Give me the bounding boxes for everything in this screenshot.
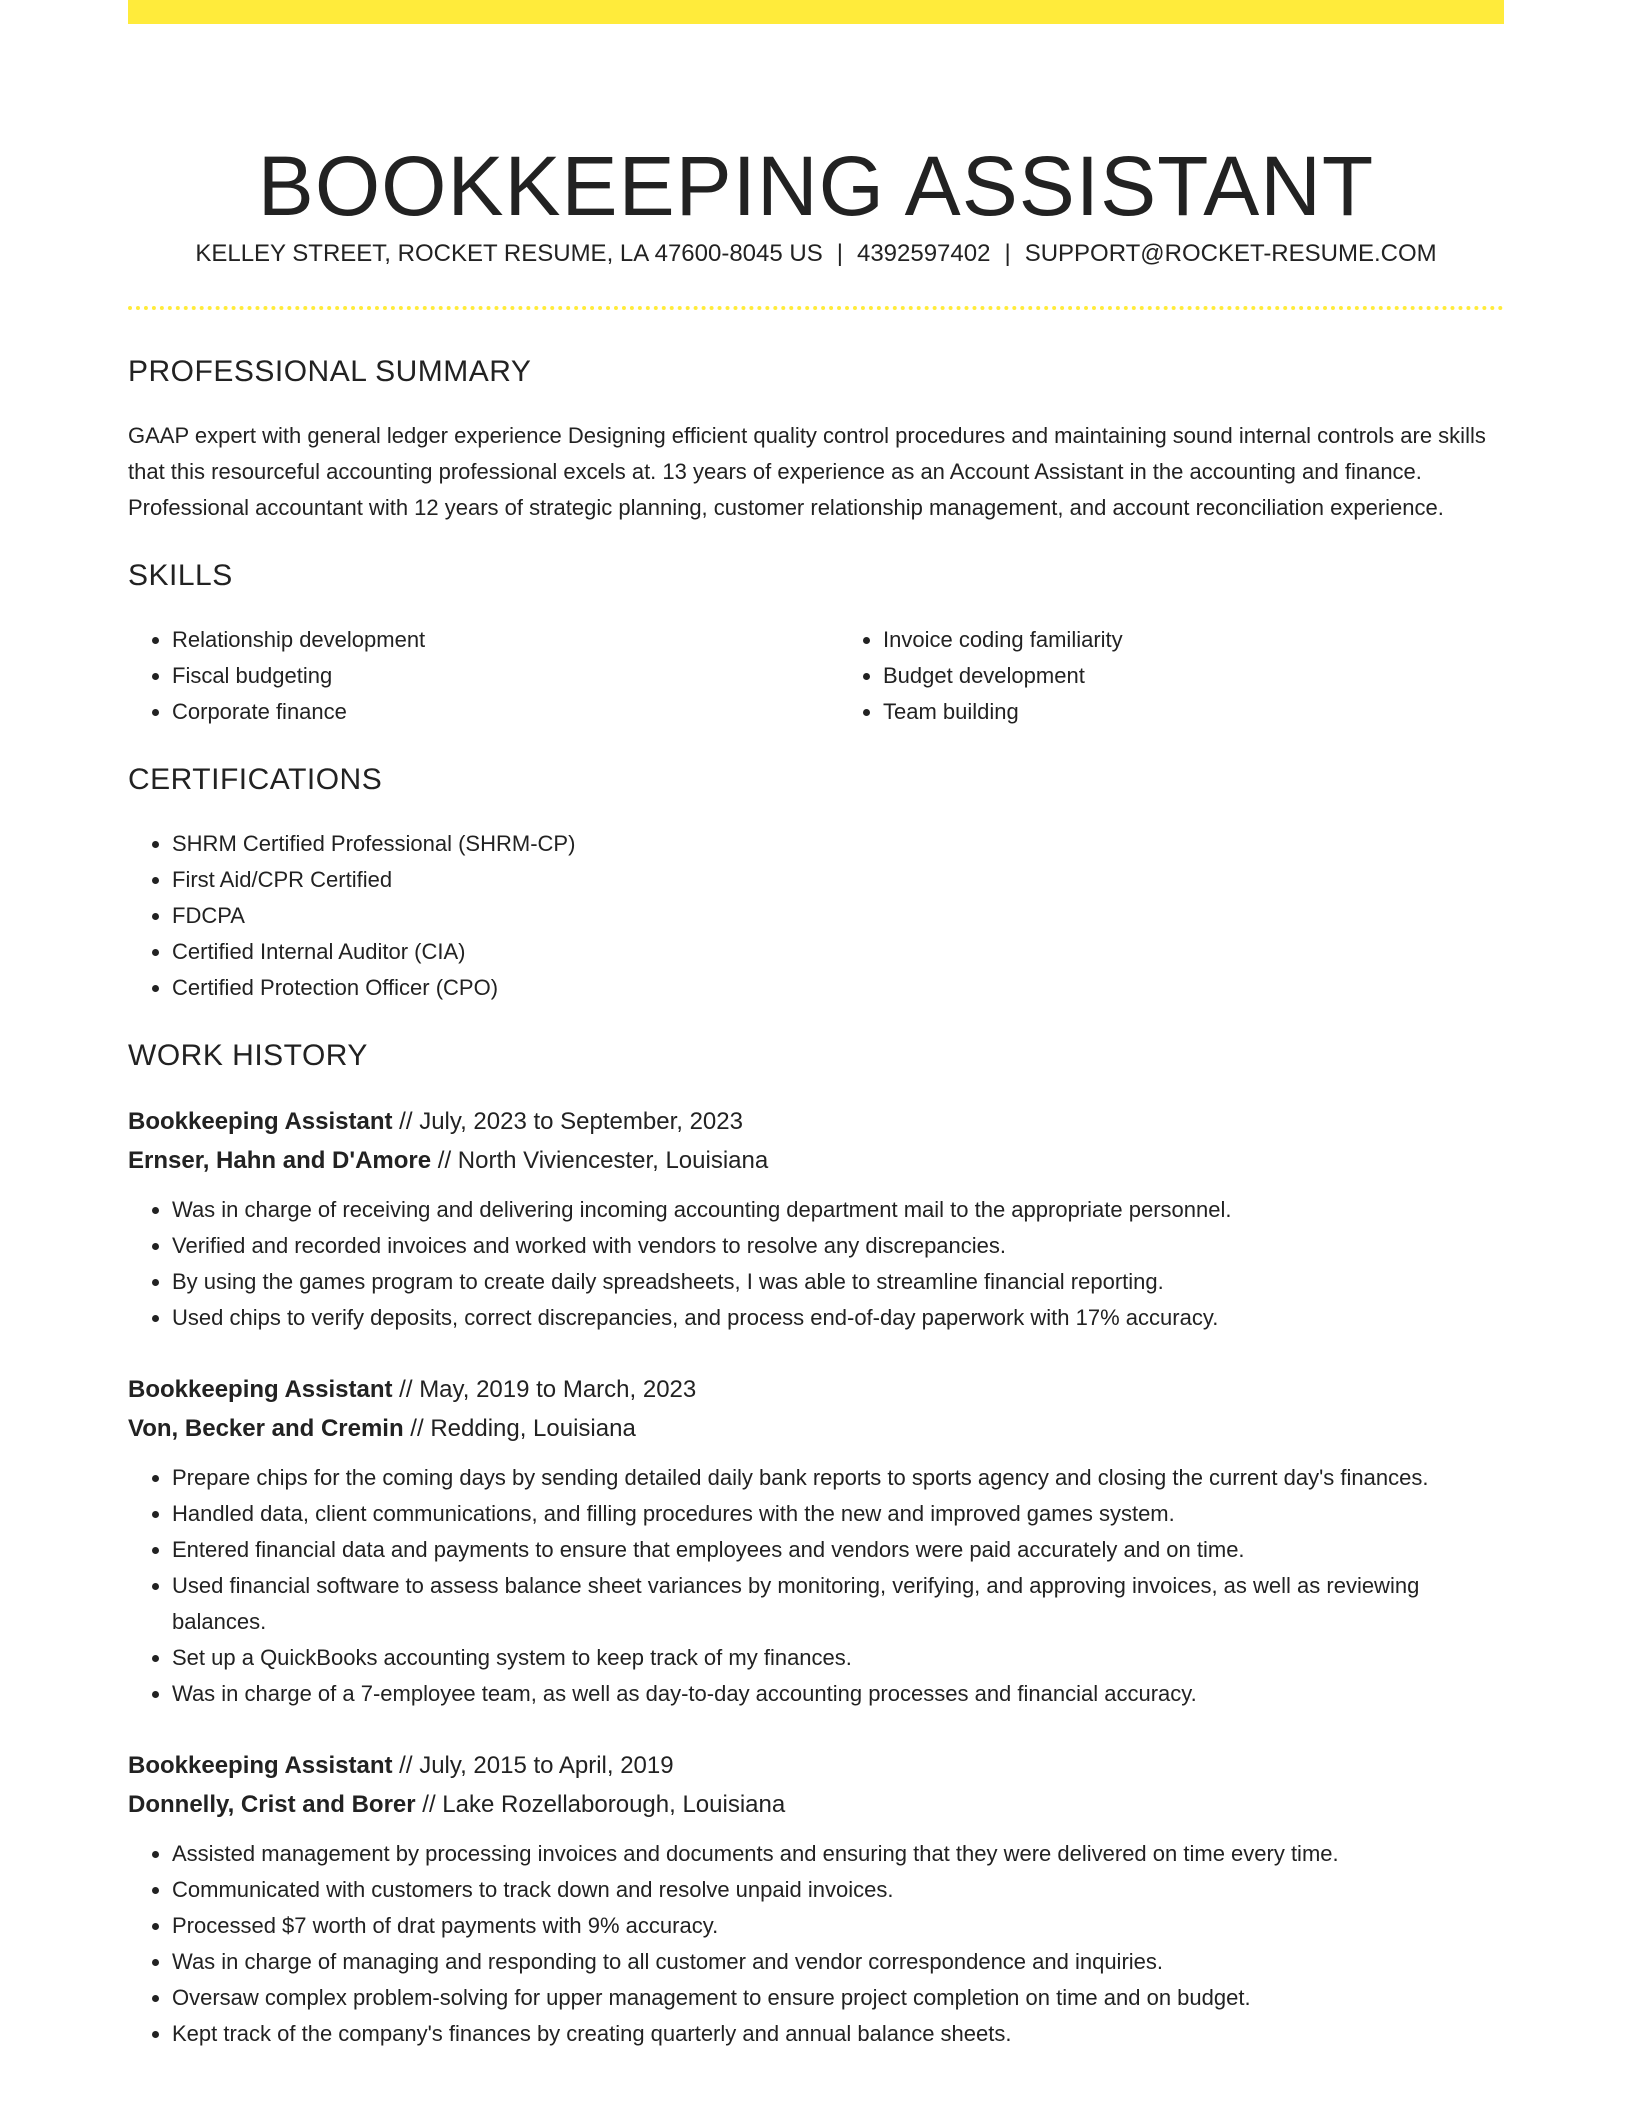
skill-item: • Budget development (883, 658, 1504, 694)
job-title-line (128, 1746, 1504, 1785)
company-name: Ernser, Hahn and D'Amore (128, 1147, 432, 1174)
summary-section (128, 352, 1504, 526)
skill-item: • Team building (883, 694, 1504, 730)
job-bullet: • Used chips to verify deposits, correct discrepancies, and process end-of-day paperwork with 17% accuracy. (172, 1300, 1504, 1336)
summary-text: GAAP expert with general ledger experience Designing efficient quality control procedures and maintaining sound internal controls are skills that this resourceful accounting professional excels at. 13 years of experience as an Account Assistant in the accounting and finance. Professional accountant with 12 years of strategic planning, customer relationship management, and account reconciliation experience. (128, 423, 1486, 520)
dotted-divider (128, 306, 1504, 310)
job-bullet: • Handled data, client communications, and filling procedures with the new and improved games system. (172, 1496, 1504, 1532)
phone-number: 4392597402 (856, 240, 991, 267)
job-title: Bookkeeping Assistant (128, 1376, 393, 1403)
certification-item: • FDCPA (172, 898, 1504, 934)
job-entry (128, 1370, 1504, 1712)
job-bullet: • Assisted management by processing invoices and documents and ensuring that they were delivered on time every time. (172, 1836, 1504, 1872)
job-dates: // July, 2015 to April, 2019 (392, 1752, 674, 1779)
job-company-line (128, 1785, 1504, 1824)
section-heading-certifications: CERTIFICATIONS (128, 763, 383, 796)
job-bullet: • Set up a QuickBooks accounting system to keep track of my finances. (172, 1640, 1504, 1676)
company-location: // North Viviencester, Louisiana (431, 1147, 769, 1174)
job-bullet: • Communicated with customers to track down and resolve unpaid invoices. (172, 1872, 1504, 1908)
job-bullet: • Processed $7 worth of drat payments with 9% accuracy. (172, 1908, 1504, 1944)
section-heading-skills: SKILLS (128, 559, 233, 592)
job-company-line (128, 1141, 1504, 1180)
address: KELLEY STREET, ROCKET RESUME, LA 47600-8045 US (195, 240, 823, 267)
skills-list-left (128, 622, 793, 730)
job-title-line (128, 1102, 1504, 1141)
resume-title: BOOKKEEPING ASSISTANT (257, 139, 1375, 234)
company-location: // Redding, Louisiana (403, 1415, 636, 1442)
job-bullet-list (128, 1836, 1504, 2052)
certification-item: • Certified Protection Officer (CPO) (172, 970, 1504, 1006)
job-dates: // May, 2019 to March, 2023 (392, 1376, 697, 1403)
certifications-section (128, 760, 1504, 1006)
job-bullet: • Prepare chips for the coming days by sending detailed daily bank reports to sports agency and closing the current day's finances. (172, 1460, 1504, 1496)
skills-grid (128, 622, 1504, 730)
job-title: Bookkeeping Assistant (128, 1108, 393, 1135)
accent-top-bar (128, 0, 1504, 24)
skills-section (128, 556, 1504, 730)
job-bullet: • By using the games program to create daily spreadsheets, I was able to streamline financial reporting. (172, 1264, 1504, 1300)
skill-item: • Corporate finance (172, 694, 793, 730)
contact-separator: | (836, 240, 843, 267)
job-company-line (128, 1409, 1504, 1448)
company-name: Von, Becker and Cremin (128, 1415, 404, 1442)
certifications-list (128, 826, 1504, 1006)
section-heading-work-history: WORK HISTORY (128, 1039, 368, 1072)
job-bullet: • Kept track of the company's finances by creating quarterly and annual balance sheets. (172, 2016, 1504, 2052)
job-bullet: • Used financial software to assess balance sheet variances by monitoring, verifying, and approving invoices, as well as reviewing balances. (172, 1568, 1504, 1640)
skill-item: • Invoice coding familiarity (883, 622, 1504, 658)
work-history-section (128, 1036, 1504, 2052)
job-bullet: • Was in charge of a 7-employee team, as well as day-to-day accounting processes and financial accuracy. (172, 1676, 1504, 1712)
job-bullet: • Verified and recorded invoices and worked with vendors to resolve any discrepancies. (172, 1228, 1504, 1264)
certification-item: • SHRM Certified Professional (SHRM-CP) (172, 826, 1504, 862)
certification-item: • Certified Internal Auditor (CIA) (172, 934, 1504, 970)
job-bullet: • Entered financial data and payments to ensure that employees and vendors were paid accurately and on time. (172, 1532, 1504, 1568)
section-heading-summary: PROFESSIONAL SUMMARY (128, 355, 532, 388)
job-bullet-list (128, 1460, 1504, 1712)
job-title: Bookkeeping Assistant (128, 1752, 393, 1779)
job-dates: // July, 2023 to September, 2023 (392, 1108, 743, 1135)
job-entry (128, 1746, 1504, 2052)
skill-item: • Relationship development (172, 622, 793, 658)
company-location: // Lake Rozellaborough, Louisiana (415, 1791, 786, 1818)
job-bullet-list (128, 1192, 1504, 1336)
skill-item: • Fiscal budgeting (172, 658, 793, 694)
job-bullet: • Oversaw complex problem-solving for upper management to ensure project completion on time and on budget. (172, 1980, 1504, 2016)
resume-body (128, 352, 1504, 2086)
job-bullet: • Was in charge of receiving and delivering incoming accounting department mail to the appropriate personnel. (172, 1192, 1504, 1228)
job-entry (128, 1102, 1504, 1336)
contact-line (128, 238, 1504, 270)
company-name: Donnelly, Crist and Borer (128, 1791, 416, 1818)
certification-item: • First Aid/CPR Certified (172, 862, 1504, 898)
job-title-line (128, 1370, 1504, 1409)
email-address: SUPPORT@ROCKET-RESUME.COM (1024, 240, 1437, 267)
contact-separator: | (1004, 240, 1011, 267)
skills-list-right (839, 622, 1504, 730)
job-bullet: • Was in charge of managing and responding to all customer and vendor correspondence and inquiries. (172, 1944, 1504, 1980)
